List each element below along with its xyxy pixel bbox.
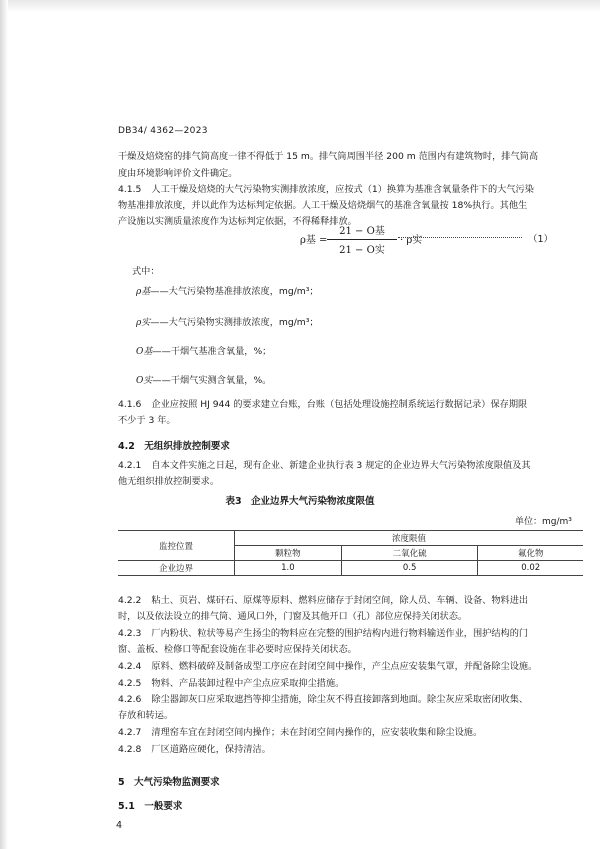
paragraph-line: 物基准排放浓度，并以此作为达标判定依据。人工干燥及焙烧烟气的基准含氧量按 18%执行。其他生 [118,200,528,211]
clause-4-1-5-line [118,181,534,198]
clause-4-1-6-line [118,396,527,413]
table-cell-particulate: 1.0 [235,561,342,576]
clause-text: 物料、产品装卸过程中产尘点应采取抑尘措施。 [151,678,345,689]
table-header-particulate: 颗粒物 [235,546,342,561]
symbol-definition [136,314,319,332]
clause-number: 4.2.5 [118,678,142,689]
formula-rhs: · ρ实 [400,235,423,246]
clause-text: 原料、燃料破碎及制备成型工序应在封闭空间中操作，产尘点应安装集气罩，并配备除尘设施。 [151,661,538,672]
clause-number: 4.1.5 [118,184,142,195]
table-unit: 单位：mg/m³ [515,517,572,527]
table-row [118,561,583,576]
table-header-group: 浓度限值 [235,531,584,546]
clause-number: 4.2.6 [118,694,142,705]
fraction-bar [327,239,397,240]
formula-fraction [327,222,397,256]
table-cell-location: 企业边界 [118,561,235,576]
symbol: O实 [136,376,153,386]
page-number: 4 [116,820,123,831]
table-header-location: 监控位置 [118,531,235,561]
symbol: ρ基 [136,287,151,297]
paragraph-line: 不少于 3 年。 [118,415,176,426]
clause-text: 企业应按照 HJ 944 的要求建立台账，台账（包括处理设施控制系统运行数据记录）保存期限 [151,399,528,410]
scan-edge-left [0,0,8,849]
symbol-definition [136,372,271,390]
clause-number: 4.2.7 [118,727,142,738]
definition-text: ——大气污染物实测排放浓度，mg/m³； [150,317,319,328]
paragraph-line: 存放和转运。 [118,710,174,721]
table-header-fluoride: 氟化物 [478,546,583,561]
formula-denominator: 21 − O实 [339,245,385,256]
clause-text: 人工干燥及焙烧的大气污染物实测排放浓度，应按式（1）换算为基准含氧量条件下的大气污染 [151,184,534,195]
boundary-limits-table [118,530,583,576]
clause-text: 厂内粉状、粒状等易产生扬尘的物料应在完整的围护结构内进行物料输送作业，围护结构的门 [151,628,529,639]
clause-4-2-3-line [118,625,528,642]
clause-4-2-7-line [118,724,482,741]
clause-number: 4.1.6 [118,399,142,410]
clause-number: 4.2.3 [118,628,142,639]
where-label: 式中： [132,266,160,277]
clause-text: 除尘器卸灰口应采取遮挡等抑尘措施，除尘灰不得直接卸落到地面。除尘灰应采取密闭收集、 [151,694,529,705]
clause-number: 4.2.4 [118,661,142,672]
clause-4-2-2-line [118,592,528,609]
clause-text: 清理窑车宜在封闭空间内操作；未在封闭空间内操作的，应安装收集和除尘设施。 [151,727,483,738]
symbol-definition [136,283,319,301]
formula-number: （1） [528,234,554,245]
symbol: ρ实 [136,318,151,328]
standard-code: DB34/ 4362—2023 [118,126,208,136]
definition-text: ——大气污染物基准排放浓度，mg/m³； [150,286,319,297]
table-caption: 表3 企业边界大气污染物浓度限值 [225,496,375,507]
formula-lhs: ρ基 = [300,235,328,246]
clause-number: 4.2.1 [118,460,142,471]
section-heading-5-1: 5.1 一般要求 [118,801,183,812]
table-cell-so2: 0.5 [341,561,478,576]
clause-4-2-1-line [118,457,531,474]
paragraph-line: 度由环境影响评价文件确定。 [118,168,238,179]
symbol-definition [136,343,271,361]
clause-4-2-4-line [118,658,537,675]
symbol: O基 [136,347,153,357]
clause-text: 厂区道路应硬化，保持清洁。 [151,744,271,755]
section-heading-5: 5 大气污染物监测要求 [118,777,220,788]
table-cell-fluoride: 0.02 [478,561,583,576]
definition-text: ——干烟气基准含氧量，%； [152,346,272,357]
formula-numerator: 21 − O基 [339,226,385,237]
table-header-so2: 二氧化硫 [341,546,478,561]
clause-number: 4.2.2 [118,595,142,606]
clause-4-2-5-line [118,675,344,692]
section-heading-4-2: 4.2 无组织排放控制要求 [118,441,230,452]
paragraph-line: 干燥及焙烧窑的排气筒高度一律不得低于 15 m。排气筒周围半径 200 m 范围内有建筑物时，排气筒高 [118,151,539,162]
definition-text: ——干烟气实测含氧量，%。 [152,375,272,386]
clause-4-2-8-line [118,741,271,758]
clause-text: 自本文件实施之日起，现有企业、新建企业执行表 3 规定的企业边界大气污染物浓度限值及其 [151,460,531,471]
paragraph-line: 窗、盖板、检修口等配套设施在非必要时应保持关闭状态。 [118,644,357,655]
scan-edge-top [0,0,600,12]
paragraph-line: 产设施以实测质量浓度作为达标判定依据，不得稀释排放。 [118,216,357,227]
clause-text: 粘土、页岩、煤矸石、原煤等原料、燃料应储存于封闭空间，除人员、车辆、设备、物料进出 [151,595,529,606]
paragraph-line: 他无组织排放控制要求。 [118,476,220,487]
clause-number: 4.2.8 [118,744,142,755]
formula-leader-dots [398,237,522,238]
clause-4-2-6-line [118,691,528,708]
paragraph-line: 时，以及依法设立的排气筒、通风口外，门窗及其他开口（孔）部位应保持关闭状态。 [118,611,468,622]
